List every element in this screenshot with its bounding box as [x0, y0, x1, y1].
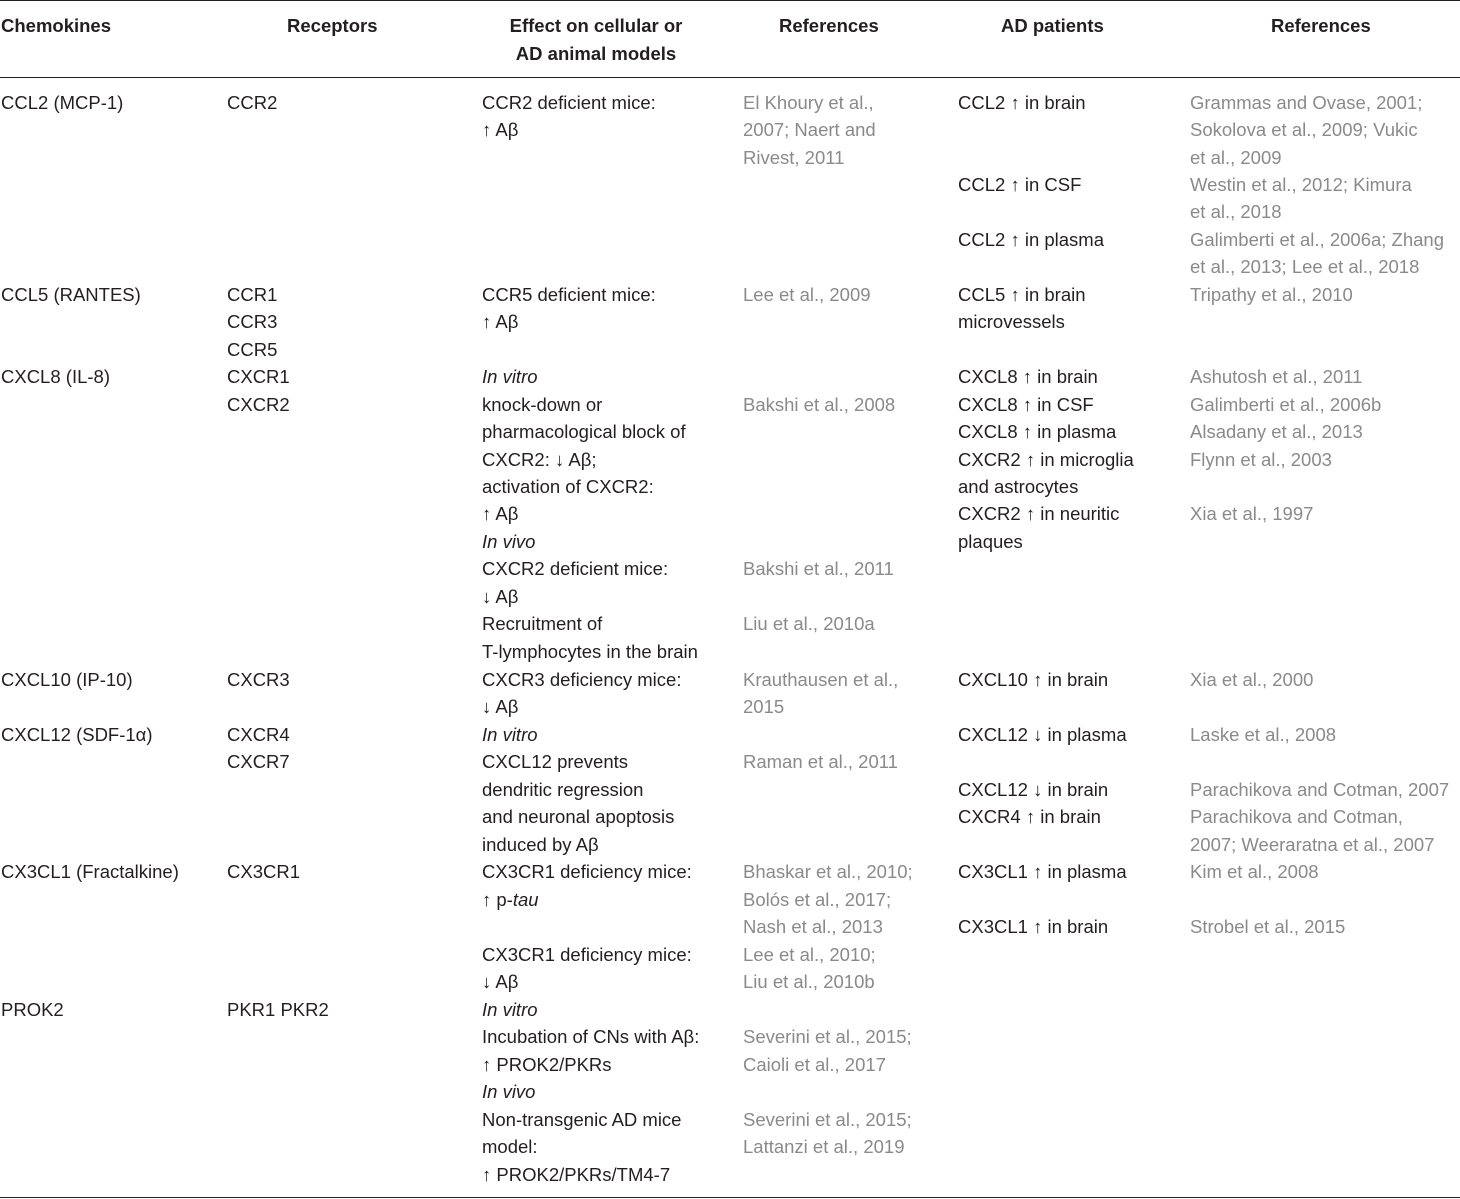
- effect-line: CXCR3 deficiency mice:: [482, 669, 682, 690]
- patient-ref-line: Parachikova and Cotman, 2007: [1190, 779, 1450, 800]
- receptor-cell: CXCR3: [227, 669, 290, 690]
- patient-ref-line: et al., 2018: [1190, 201, 1282, 222]
- effect-line: Recruitment of: [482, 613, 603, 634]
- effect-line: model:: [482, 1136, 538, 1157]
- patient-ref-line: Alsadany et al., 2013: [1190, 421, 1363, 442]
- effect-line: In vitro: [482, 724, 538, 745]
- effect-line: ↓ Aβ: [482, 696, 519, 717]
- effect-line: ↑ p-tau: [482, 889, 539, 910]
- receptor-cell: CXCR7: [227, 751, 290, 772]
- effect-line: dendritic regression: [482, 779, 644, 800]
- patient-finding: CX3CL1 ↑ in brain: [958, 916, 1109, 937]
- effect-line: In vitro: [482, 366, 538, 387]
- header-ad-patients: AD patients: [1001, 15, 1104, 36]
- patient-finding: CXCL8 ↑ in plasma: [958, 421, 1117, 442]
- header-references-2: References: [1271, 15, 1371, 36]
- effect-line: CCR5 deficient mice:: [482, 284, 656, 305]
- effect-line: ↑ Aβ: [482, 119, 519, 140]
- header-effect-line1: Effect on cellular or: [509, 15, 683, 36]
- patient-ref-line: Tripathy et al., 2010: [1190, 284, 1353, 305]
- effect-line: ↓ Aβ: [482, 586, 519, 607]
- patient-ref-line: Galimberti et al., 2006b: [1190, 394, 1382, 415]
- chemokine-cell: CCL2 (MCP-1): [1, 92, 124, 113]
- receptor-cell: CXCR4: [227, 724, 290, 745]
- effect-line: pharmacological block of: [482, 421, 686, 442]
- effect-line: In vivo: [482, 1081, 536, 1102]
- patient-ref-line: Kim et al., 2008: [1190, 861, 1319, 882]
- effect-ref-line: Liu et al., 2010a: [743, 613, 875, 634]
- effect-ref-line: Bakshi et al., 2008: [743, 394, 896, 415]
- patient-finding: CXCL8 ↑ in CSF: [958, 394, 1094, 415]
- effect-line: knock-down or: [482, 394, 603, 415]
- effect-ref-line: El Khoury et al.,: [743, 92, 874, 113]
- receptor-cell: CX3CR1: [227, 861, 300, 882]
- effect-ref-line: Raman et al., 2011: [743, 751, 898, 772]
- patient-finding: CCL2 ↑ in plasma: [958, 229, 1105, 250]
- patient-ref-line: Galimberti et al., 2006a; Zhang: [1190, 229, 1445, 250]
- receptor-cell: CXCR1: [227, 366, 290, 387]
- patient-finding: plaques: [958, 531, 1023, 552]
- effect-line: ↑ PROK2/PKRs/TM4-7: [482, 1164, 671, 1185]
- effect-ref-line: Severini et al., 2015;: [743, 1026, 912, 1047]
- patient-ref-line: et al., 2013; Lee et al., 2018: [1190, 256, 1420, 277]
- effect-line: T-lymphocytes in the brain: [482, 641, 698, 662]
- patient-finding: CXCL10 ↑ in brain: [958, 669, 1109, 690]
- effect-line: CCR2 deficient mice:: [482, 92, 656, 113]
- patient-finding: CX3CL1 ↑ in plasma: [958, 861, 1127, 882]
- patient-ref-line: et al., 2009: [1190, 147, 1282, 168]
- header-references-1: References: [779, 15, 879, 36]
- effect-ref-line: 2015: [743, 696, 785, 717]
- effect-line: In vivo: [482, 531, 536, 552]
- effect-ref-line: Lee et al., 2009: [743, 284, 871, 305]
- patient-finding: CXCL12 ↓ in brain: [958, 779, 1109, 800]
- receptor-cell: CCR2: [227, 92, 278, 113]
- patient-ref-line: Westin et al., 2012; Kimura: [1190, 174, 1412, 195]
- effect-ref-line: Bakshi et al., 2011: [743, 558, 894, 579]
- patient-ref-line: Sokolova et al., 2009; Vukic: [1190, 119, 1418, 140]
- patient-finding: CCL2 ↑ in brain: [958, 92, 1086, 113]
- patient-ref-line: Flynn et al., 2003: [1190, 449, 1332, 470]
- chemokine-cell: CXCL12 (SDF-1α): [1, 724, 153, 745]
- patient-ref-line: Ashutosh et al., 2011: [1190, 366, 1363, 387]
- receptor-cell: PKR1 PKR2: [227, 999, 329, 1020]
- patient-ref-line: Strobel et al., 2015: [1190, 916, 1346, 937]
- patient-finding: CCL2 ↑ in CSF: [958, 174, 1082, 195]
- effect-ref-line: Bhaskar et al., 2010;: [743, 861, 913, 882]
- chemokine-cell: PROK2: [1, 999, 64, 1020]
- effect-ref-line: Lattanzi et al., 2019: [743, 1136, 905, 1157]
- patient-finding: CCL5 ↑ in brain: [958, 284, 1086, 305]
- effect-ref-line: Nash et al., 2013: [743, 916, 883, 937]
- effect-line: ↑ Aβ: [482, 311, 519, 332]
- patient-ref-line: Parachikova and Cotman,: [1190, 806, 1403, 827]
- patient-ref-line: Xia et al., 2000: [1190, 669, 1314, 690]
- bottom-rule: [0, 1197, 1460, 1198]
- patient-finding: CXCL12 ↓ in plasma: [958, 724, 1127, 745]
- patient-finding: CXCR2 ↑ in neuritic: [958, 503, 1120, 524]
- chemokine-cell: CXCL8 (IL-8): [1, 366, 110, 387]
- effect-ref-line: Krauthausen et al.,: [743, 669, 899, 690]
- patient-finding: CXCL8 ↑ in brain: [958, 366, 1098, 387]
- effect-ref-line: Bolós et al., 2017;: [743, 889, 892, 910]
- top-rule: [0, 0, 1460, 1]
- header-rule: [0, 77, 1460, 78]
- effect-line: Non-transgenic AD mice: [482, 1109, 682, 1130]
- patient-ref-line: 2007; Weeraratna et al., 2007: [1190, 834, 1435, 855]
- chemokine-cell: CXCL10 (IP-10): [1, 669, 133, 690]
- effect-ref-line: Caioli et al., 2017: [743, 1054, 886, 1075]
- patient-finding: CXCR2 ↑ in microglia: [958, 449, 1134, 470]
- effect-line: ↓ Aβ: [482, 971, 519, 992]
- receptor-cell: CCR1: [227, 284, 278, 305]
- effect-line: CXCR2 deficient mice:: [482, 558, 669, 579]
- header-chemokines: Chemokines: [1, 15, 112, 36]
- effect-ref-line: Lee et al., 2010;: [743, 944, 876, 965]
- receptor-cell: CCR3: [227, 311, 278, 332]
- chemokine-cell: CCL5 (RANTES): [1, 284, 141, 305]
- effect-line: In vitro: [482, 999, 538, 1020]
- effect-ref-line: Rivest, 2011: [743, 147, 845, 168]
- patient-finding: CXCR4 ↑ in brain: [958, 806, 1101, 827]
- header-effect-line2: AD animal models: [515, 43, 677, 64]
- effect-line: CX3CR1 deficiency mice:: [482, 944, 692, 965]
- effect-ref-line: Severini et al., 2015;: [743, 1109, 912, 1130]
- effect-line: ↑ Aβ: [482, 503, 519, 524]
- effect-line: Incubation of CNs with Aβ:: [482, 1026, 700, 1047]
- patient-ref-line: Laske et al., 2008: [1190, 724, 1337, 745]
- patient-finding: and astrocytes: [958, 476, 1079, 497]
- header-receptors: Receptors: [287, 15, 378, 36]
- patient-finding: microvessels: [958, 311, 1065, 332]
- effect-line: activation of CXCR2:: [482, 476, 654, 497]
- effect-line: CXCL12 prevents: [482, 751, 629, 772]
- receptor-cell: CCR5: [227, 339, 278, 360]
- patient-ref-line: Grammas and Ovase, 2001;: [1190, 92, 1423, 113]
- effect-line: CX3CR1 deficiency mice:: [482, 861, 692, 882]
- effect-line: CXCR2: ↓ Aβ;: [482, 449, 597, 470]
- effect-line: ↑ PROK2/PKRs: [482, 1054, 612, 1075]
- effect-ref-line: 2007; Naert and: [743, 119, 876, 140]
- chemokine-cell: CX3CL1 (Fractalkine): [1, 861, 179, 882]
- patient-ref-line: Xia et al., 1997: [1190, 503, 1314, 524]
- receptor-cell: CXCR2: [227, 394, 290, 415]
- effect-ref-line: Liu et al., 2010b: [743, 971, 875, 992]
- effect-line: and neuronal apoptosis: [482, 806, 675, 827]
- effect-line: induced by Aβ: [482, 834, 599, 855]
